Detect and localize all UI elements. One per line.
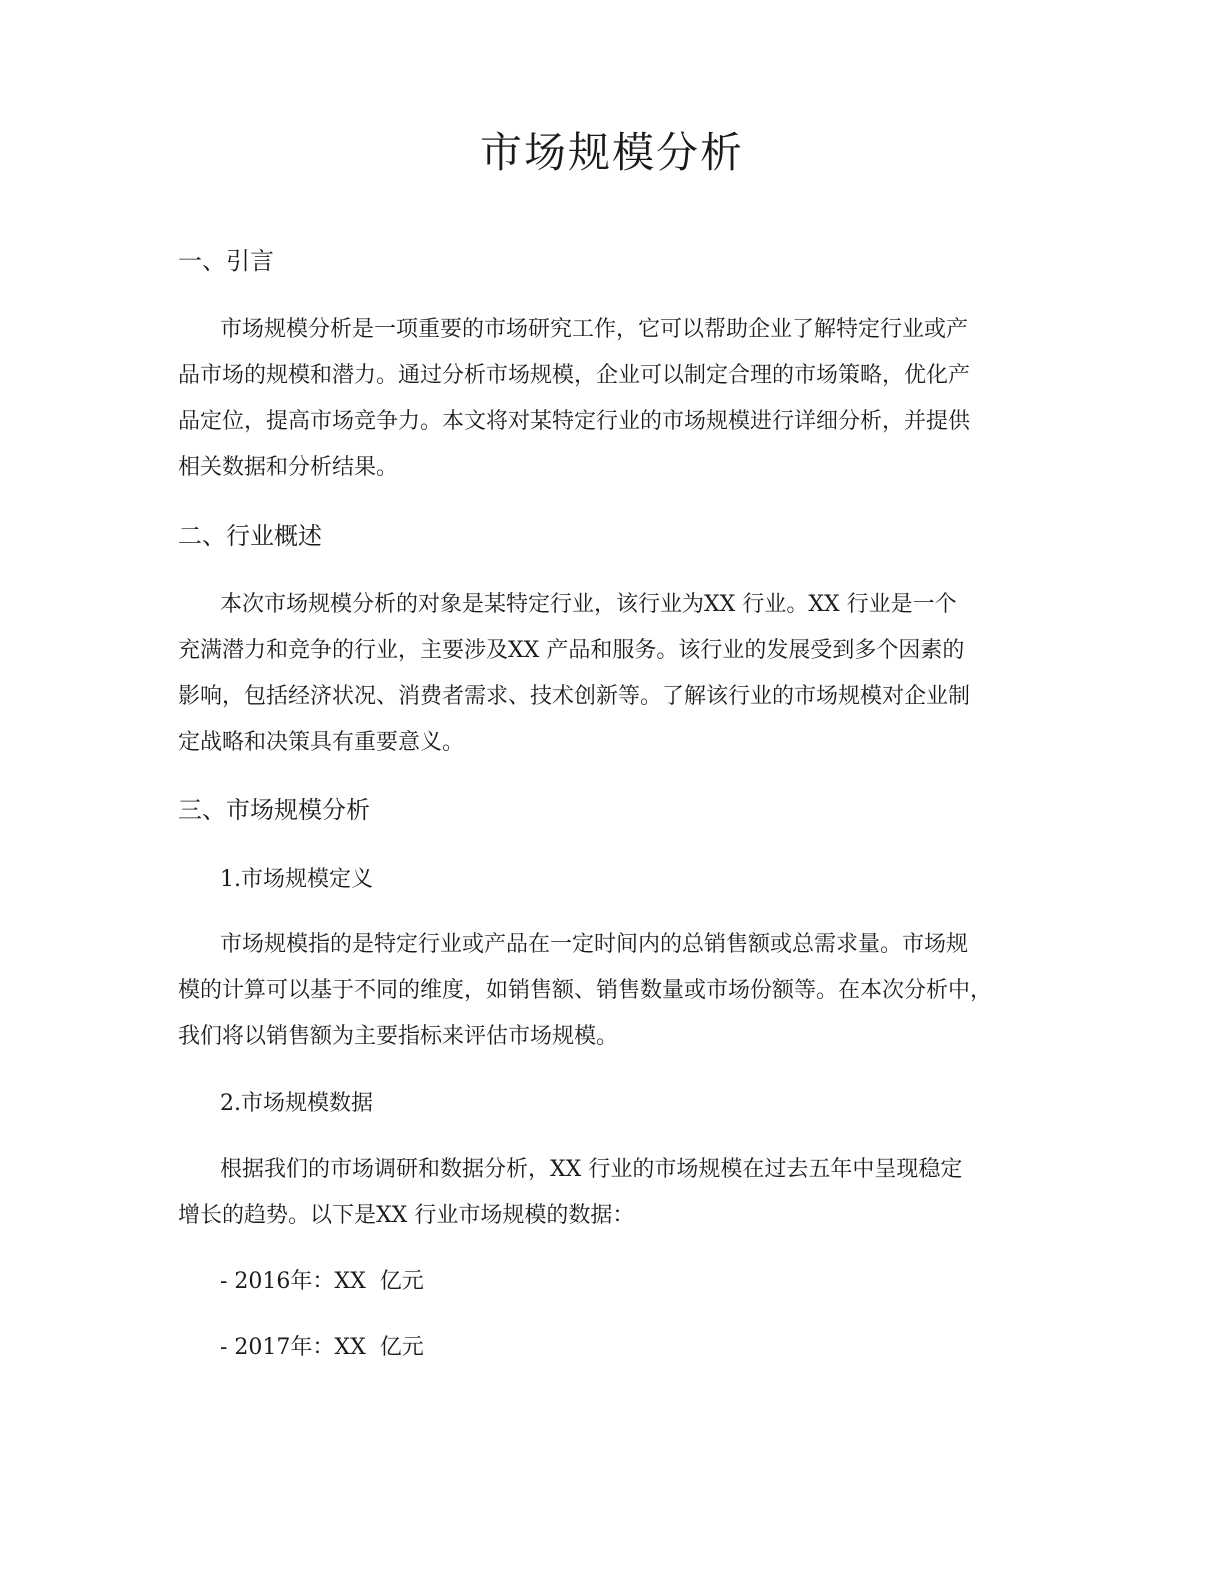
paragraph-line: 相关数据和分析结果。 (178, 455, 399, 480)
paragraph-line: 品定位，提高市场竞争力。本文将对某特定行业的市场规模进行详细分析，并提供 (178, 409, 971, 434)
paragraph-line: 模的计算可以基于不同的维度，如销售额、销售数量或市场份额等。在本次分析中， (178, 978, 993, 1003)
paragraph-definition (178, 922, 1048, 1060)
paragraph-intro (178, 307, 1048, 491)
section-heading-overview: 二、行业概述 (178, 522, 322, 550)
paragraph-line: 增长的趋势。以下是XX 行业市场规模的数据： (178, 1203, 635, 1228)
document-title: 市场规模分析 (479, 128, 744, 177)
paragraph-line: 影响，包括经济状况、消费者需求、技术创新等。了解该行业的市场规模对企业制 (178, 684, 971, 709)
paragraph-line: 充满潜力和竞争的行业，主要涉及XX 产品和服务。该行业的发展受到多个因素的 (178, 638, 965, 663)
section-heading-intro: 一、引言 (178, 247, 274, 275)
paragraph-line: 市场规模指的是特定行业或产品在一定时间内的总销售额或总需求量。市场规 (220, 932, 969, 957)
paragraph-line: 根据我们的市场调研和数据分析，XX 行业的市场规模在过去五年中呈现稳定 (220, 1157, 963, 1182)
subheading-data: 2.市场规模数据 (220, 1091, 373, 1116)
paragraph-line: 本次市场规模分析的对象是某特定行业，该行业为XX 行业。XX 行业是一个 (220, 592, 957, 617)
list-item: - 2016年：XX 亿元 (220, 1269, 424, 1294)
paragraph-line: 定战略和决策具有重要意义。 (178, 730, 465, 755)
paragraph-line: 品市场的规模和潜力。通过分析市场规模，企业可以制定合理的市场策略，优化产 (178, 363, 971, 388)
paragraph-overview (178, 582, 1048, 766)
paragraph-line: 市场规模分析是一项重要的市场研究工作，它可以帮助企业了解特定行业或产 (220, 317, 969, 342)
list-item: - 2017年：XX 亿元 (220, 1335, 424, 1360)
paragraph-data (178, 1147, 1048, 1239)
subheading-definition: 1.市场规模定义 (220, 867, 373, 892)
section-heading-analysis: 三、市场规模分析 (178, 796, 370, 824)
paragraph-line: 我们将以销售额为主要指标来评估市场规模。 (178, 1024, 619, 1049)
